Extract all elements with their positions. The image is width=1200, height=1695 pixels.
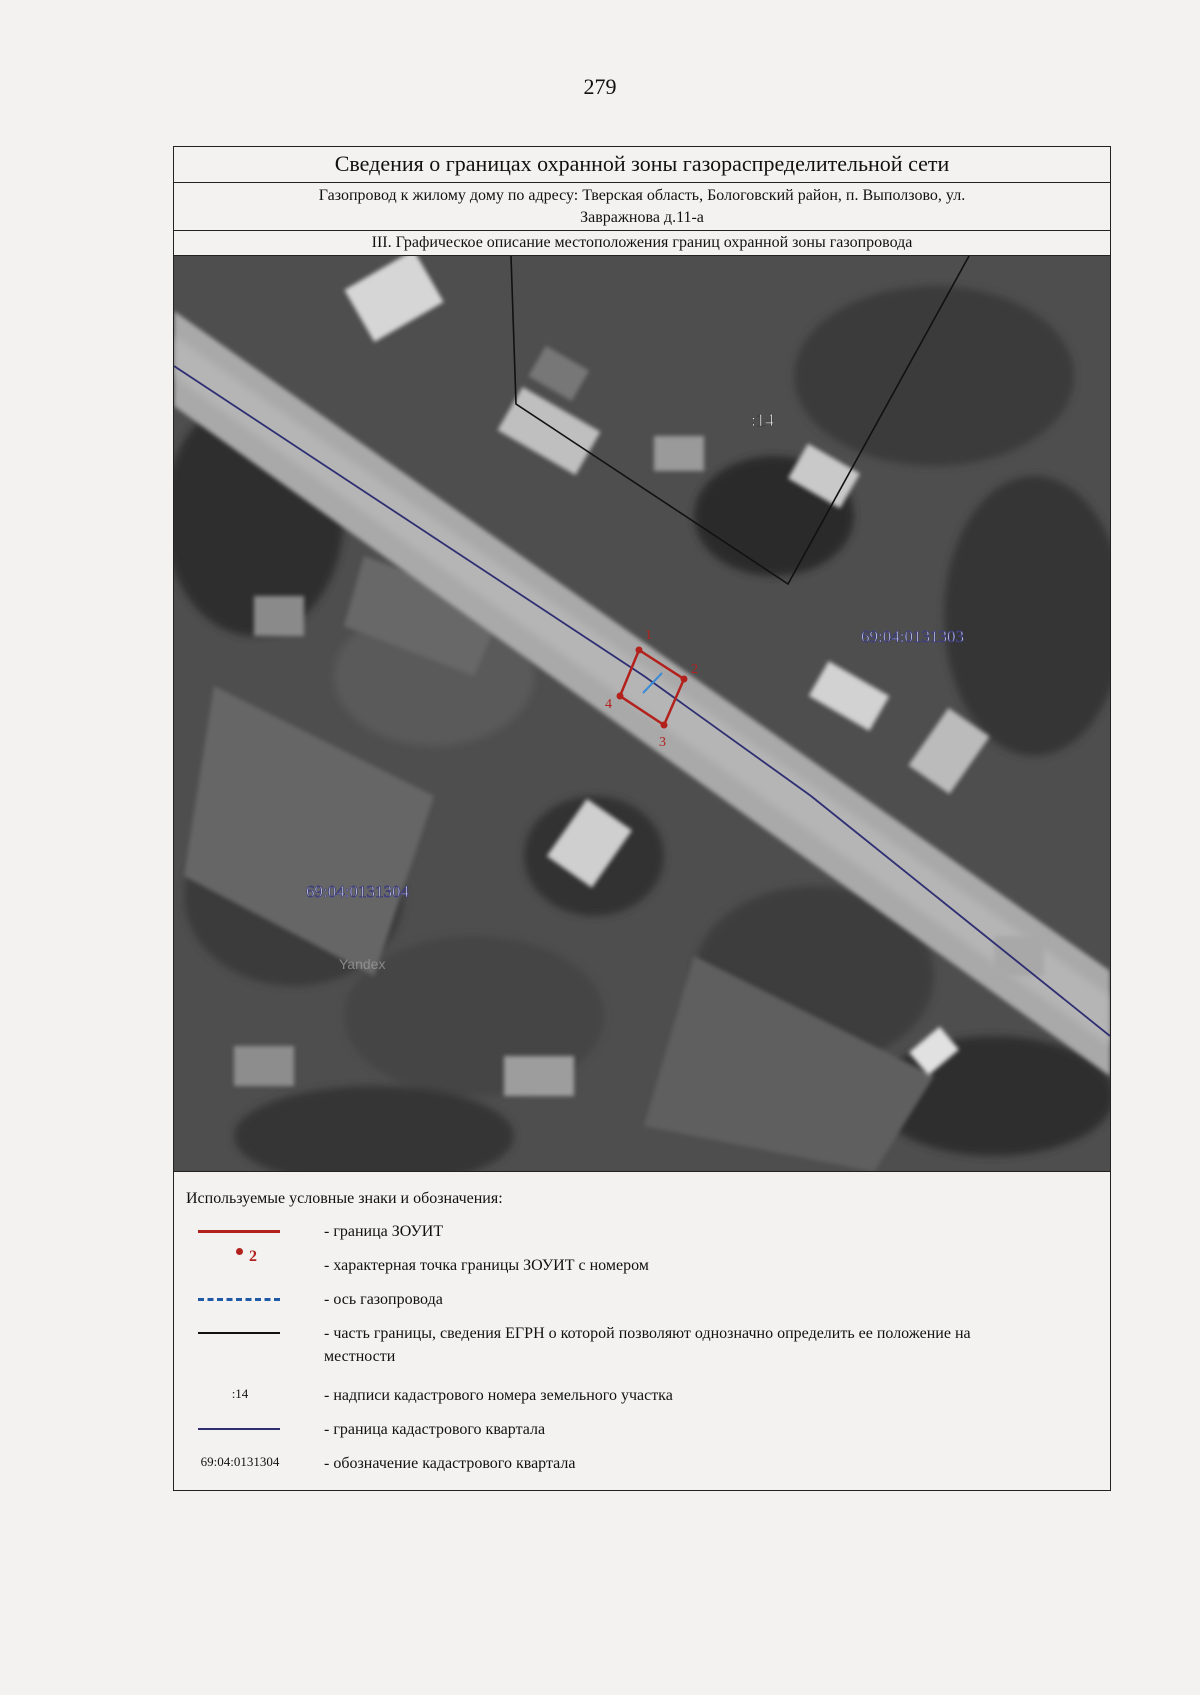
document-subtitle bbox=[174, 183, 1110, 231]
legend-title: Используемые условные знаки и обозначения: bbox=[186, 1190, 503, 1207]
page-number: 279 bbox=[583, 74, 617, 99]
legend-symbol-black-line bbox=[190, 1322, 286, 1346]
legend-symbol-navy-line bbox=[190, 1418, 286, 1442]
subtitle-line-2: Завражнова д.11-а bbox=[580, 209, 704, 226]
legend-text: - надписи кадастрового номера земельного участка bbox=[324, 1387, 673, 1404]
quarter-label-north: 69:04:0131303 bbox=[861, 627, 964, 646]
legend-quarter-label-sample: 69:04:0131304 bbox=[200, 1454, 280, 1469]
parcel-label: :14 bbox=[751, 410, 775, 430]
aerial-map bbox=[174, 256, 1110, 1172]
legend-parcel-label-sample: :14 bbox=[231, 1386, 249, 1401]
document-title: Сведения о границах охранной зоны газораспределительной сети bbox=[174, 147, 1110, 183]
legend-text: - ось газопровода bbox=[324, 1291, 443, 1308]
zone-point-4-label: 4 bbox=[605, 697, 612, 712]
legend-symbol-parcel-label bbox=[190, 1384, 286, 1408]
legend-symbol-red-point bbox=[190, 1248, 286, 1278]
zone-point-4 bbox=[617, 693, 624, 700]
legend-symbol-dashed-line bbox=[190, 1288, 286, 1312]
legend-text: - часть границы, сведения ЕГРН о которой позволяют однозначно определить ее положение на местности bbox=[324, 1325, 971, 1365]
document-frame bbox=[173, 146, 1111, 1491]
zone-point-1 bbox=[636, 647, 643, 654]
legend-symbol-red-line bbox=[190, 1220, 286, 1244]
section-heading: III. Графическое описание местоположения границ охранной зоны газопровода bbox=[174, 231, 1110, 256]
legend-text: - граница ЗОУИТ bbox=[324, 1223, 444, 1240]
legend-text: - характерная точка границы ЗОУИТ с номером bbox=[324, 1257, 649, 1274]
legend-text: - обозначение кадастрового квартала bbox=[324, 1455, 576, 1472]
zone-point-2-label: 2 bbox=[691, 662, 698, 677]
quarter-label-south: 69:04:0131304 bbox=[306, 882, 409, 901]
map-watermark: Yandex bbox=[339, 956, 386, 972]
legend-symbol-quarter-label bbox=[190, 1452, 286, 1476]
zone-point-3 bbox=[661, 722, 668, 729]
subtitle-line-1: Газопровод к жилому дому по адресу: Тверская область, Бологовский район, п. Выползово, ул. bbox=[318, 187, 966, 204]
legend-text: - граница кадастрового квартала bbox=[324, 1421, 546, 1438]
zone-point-2 bbox=[681, 676, 688, 683]
legend-point-number: 2 bbox=[249, 1248, 257, 1265]
legend bbox=[174, 1172, 1110, 1490]
zone-point-3-label: 3 bbox=[659, 735, 666, 750]
map-area bbox=[174, 256, 1110, 1172]
zone-point-1-label: 1 bbox=[645, 628, 652, 643]
